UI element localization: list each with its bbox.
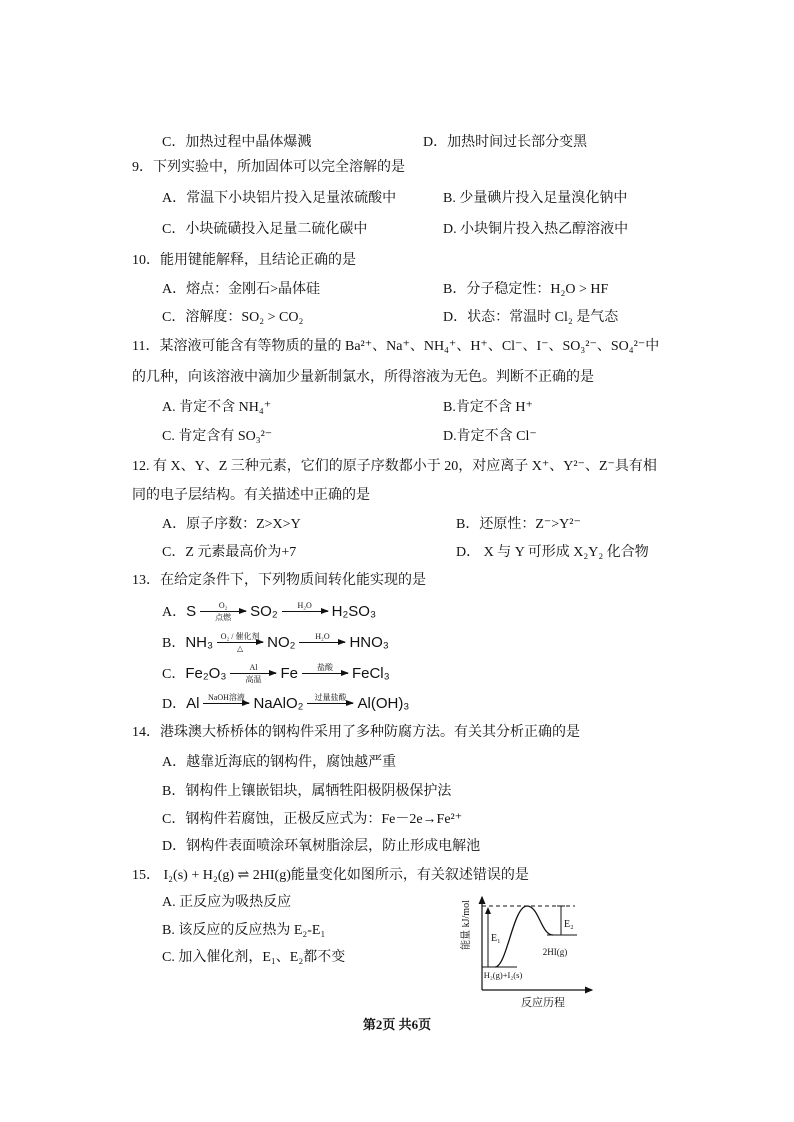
- arrow-condition-below: 高温: [245, 674, 262, 684]
- q15-stem: 15． I₂(s) + H₂(g) ⇌ 2HI(g)能量变化如图所示，有关叙述错误的是: [132, 868, 529, 883]
- q14-option-c: C．钢构件若腐蚀，正极反应式为：Fe－2e→Fe²⁺: [162, 812, 463, 827]
- page-number-footer: 第2页 共6页: [362, 1017, 432, 1032]
- q8-option-d: D．加热时间过长部分变黑: [423, 135, 588, 150]
- reaction-arrow: [197, 597, 249, 625]
- y-axis-label: 能量 kJ/mol: [461, 900, 472, 950]
- q13-option-d: [162, 689, 409, 717]
- q11-option-c: C. 肯定含有 SO₃²⁻: [162, 429, 273, 444]
- x-axis-label: 反应历程: [521, 997, 565, 1009]
- arrow-condition-above: Al: [249, 662, 258, 672]
- reactant: Fe₂O₃: [185, 664, 227, 682]
- arrow-condition-above: NaOH溶液: [208, 692, 245, 702]
- e2-label: E₂: [564, 919, 574, 930]
- q13-stem: 13．在给定条件下，下列物质间转化能实现的是: [132, 573, 426, 588]
- arrow-condition-above: O₂ / 催化剂: [220, 631, 260, 641]
- arrow-line: [299, 642, 345, 643]
- q9-option-c: C．小块硫磺投入足量二硫化碳中: [162, 222, 368, 237]
- q15-option-c: C. 加入催化剂，E₁、E₂都不变: [162, 950, 346, 965]
- reactant: NH₃: [185, 633, 214, 651]
- q14-stem: 14．港珠澳大桥桥体的钢构件采用了多种防腐方法。有关其分析正确的是: [132, 725, 580, 740]
- arrow-line: [200, 611, 246, 612]
- arrow-condition-below: △: [237, 643, 244, 653]
- q13-option-b: [162, 628, 389, 656]
- reaction-arrow: [214, 628, 266, 656]
- q8-option-c: C．加热过程中晶体爆溅: [162, 135, 312, 150]
- q11-stem-line1: 11．某溶液可能含有等物质的量的 Ba²⁺、Na⁺、NH₄⁺、H⁺、Cl⁻、I⁻、SO₃²⁻、SO₄²⁻中: [132, 339, 660, 354]
- arrow-line: [302, 673, 348, 674]
- q9-option-b: B. 少量碘片投入足量溴化钠中: [443, 191, 628, 206]
- reaction-arrow: [227, 659, 279, 687]
- reaction-arrow: [279, 597, 331, 625]
- energy-diagram: [455, 893, 600, 1013]
- arrow-line: [230, 673, 276, 674]
- q10-option-d: D．状态：常温时 Cl₂ 是气态: [443, 310, 619, 325]
- reaction-energy-curve: [495, 906, 553, 967]
- q9-option-a: A．常温下小块铝片投入足量浓硫酸中: [162, 191, 397, 206]
- q11-stem-line2: 的几种，向该溶液中滴加少量新制氯水，所得溶液为无色。判断不正确的是: [132, 370, 594, 385]
- intermediate: SO₂: [250, 602, 278, 620]
- arrow-condition-above: 盐酸: [316, 662, 333, 672]
- reaction-arrow: [299, 659, 351, 687]
- intermediate: Fe: [280, 664, 298, 682]
- reaction-arrow: [304, 689, 356, 717]
- q14-option-b: B．钢构件上镶嵌铝块，属牺牲阳极阴极保护法: [162, 784, 452, 799]
- intermediate: NO₂: [267, 633, 296, 651]
- reaction-arrow: [200, 689, 252, 717]
- arrow-line: [203, 703, 249, 704]
- option-label: A．: [162, 605, 187, 620]
- product: H₂SO₃: [331, 602, 377, 620]
- q10-stem: 10．能用键能解释，且结论正确的是: [132, 253, 356, 268]
- q12-stem-line1: 12. 有 X、Y、Z 三种元素，它们的原子序数都小于 20，对应离子 X⁺、Y²⁻、Z⁻具有相: [132, 459, 657, 474]
- reactant-label: H₂(g)+I₂(s): [483, 970, 523, 980]
- product-label: 2HI(g): [542, 947, 568, 957]
- q11-option-a: A. 肯定不含 NH₄⁺: [162, 400, 272, 415]
- arrow-condition-above: H₂O: [297, 600, 312, 610]
- product: FeCl₃: [351, 664, 390, 682]
- reaction-arrow: [296, 628, 348, 656]
- product: Al(OH)₃: [357, 694, 410, 712]
- q14-option-d: D．钢构件表面喷涂环氧树脂涂层，防止形成电解池: [162, 839, 481, 854]
- option-label: D．: [162, 697, 187, 712]
- arrow-condition-below: 点燃: [215, 612, 232, 622]
- q9-stem: 9．下列实验中，所加固体可以完全溶解的是: [132, 160, 405, 175]
- product: HNO₃: [349, 633, 389, 651]
- arrow-condition-above: 过量盐酸: [314, 692, 347, 702]
- arrow-condition-above: H₂O: [315, 631, 330, 641]
- reactant: Al: [186, 694, 200, 712]
- q11-option-b: B.肯定不含 H⁺: [443, 400, 533, 415]
- q10-option-c: C．溶解度：SO₂ > CO₂: [162, 310, 304, 325]
- intermediate: NaAlO₂: [253, 694, 304, 712]
- q13-option-c: [162, 659, 390, 687]
- q11-option-d: D.肯定不含 Cl⁻: [443, 429, 537, 444]
- q13-option-a: [162, 597, 376, 625]
- q12-stem-line2: 同的电子层结构。有关描述中正确的是: [132, 488, 370, 503]
- q12-option-c: C．Z 元素最高价为+7: [162, 545, 297, 560]
- q9-option-d: D. 小块铜片投入热乙醇溶液中: [443, 222, 629, 237]
- arrow-line: [282, 611, 328, 612]
- q10-option-b: B．分子稳定性：H₂O > HF: [443, 282, 609, 297]
- arrow-condition-above: O₂: [218, 600, 228, 610]
- q15-option-a: A. 正反应为吸热反应: [162, 895, 292, 910]
- q10-option-a: A．熔点：金刚石>晶体硅: [162, 282, 321, 297]
- option-label: B．: [162, 636, 186, 651]
- option-label: C．: [162, 667, 186, 682]
- q12-option-a: A．原子序数：Z>X>Y: [162, 517, 301, 532]
- q12-option-d: D． X 与 Y 可形成 X₂Y₂ 化合物: [456, 545, 649, 560]
- q12-option-b: B．还原性：Z⁻>Y²⁻: [456, 517, 581, 532]
- arrow-line: [307, 703, 353, 704]
- q15-option-b: B. 该反应的反应热为 E₂-E₁: [162, 923, 326, 938]
- e1-label: E₁: [491, 933, 501, 944]
- arrow-line: [217, 642, 263, 643]
- q14-option-a: A．越靠近海底的钢构件，腐蚀越严重: [162, 755, 397, 770]
- reactant: S: [186, 602, 197, 620]
